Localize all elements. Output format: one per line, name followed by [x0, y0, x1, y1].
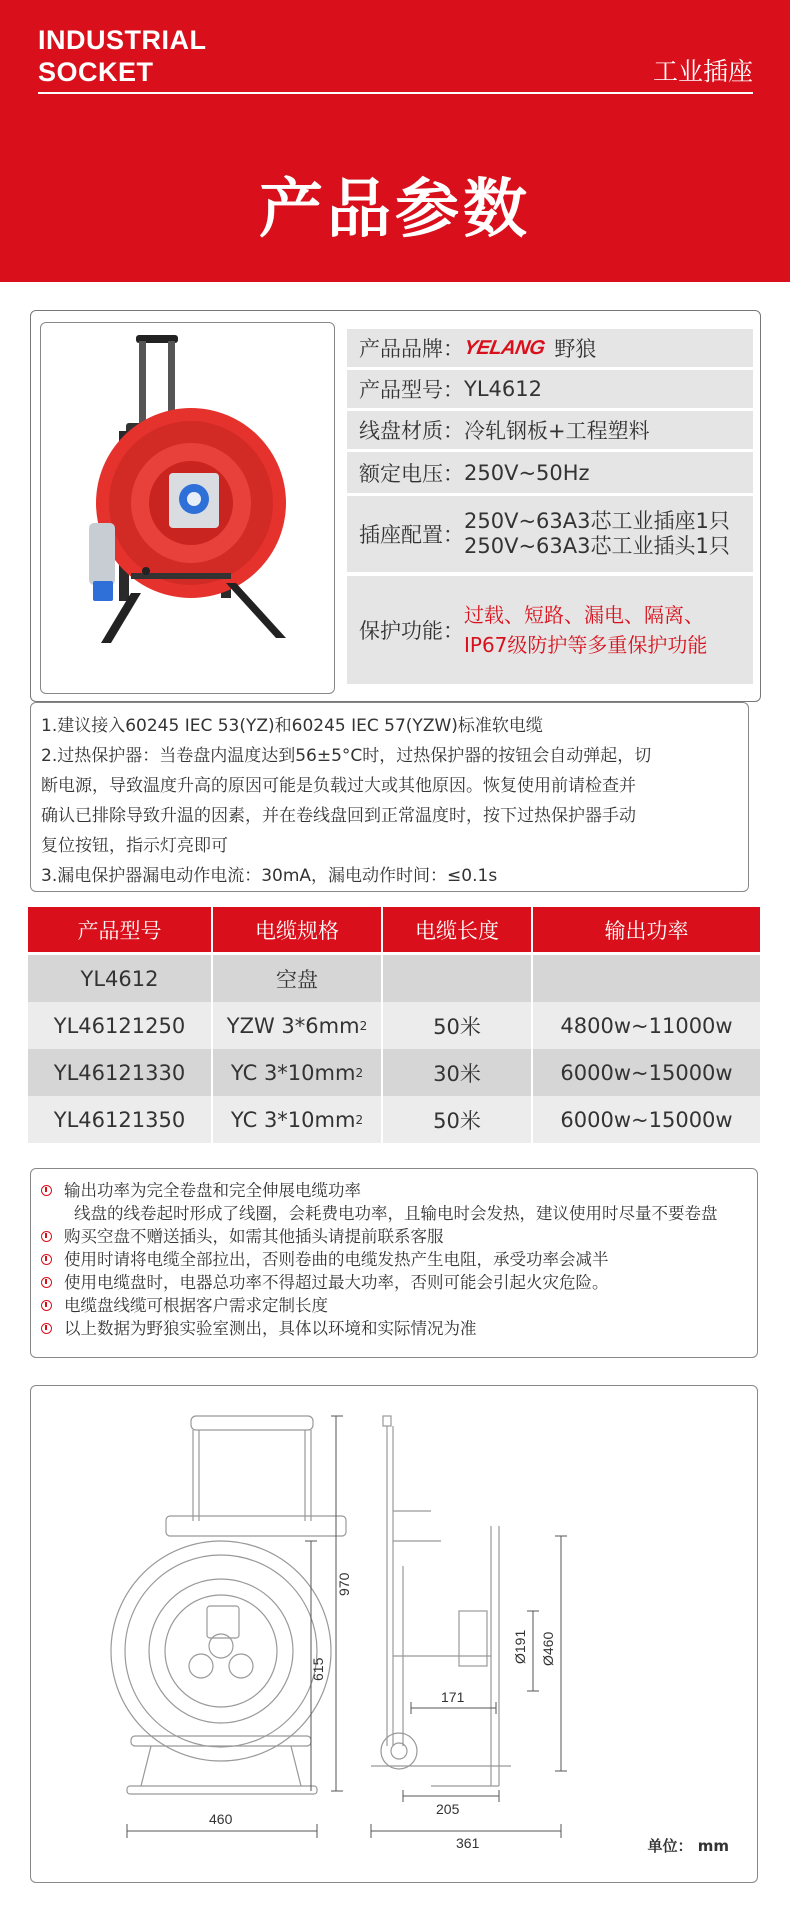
list-item-text: 线盘的线卷起时形成了线圈，会耗费电功率，且输电时会发热，建议使用时尽量不要卷盘: [74, 1204, 718, 1223]
list-item: [41, 1225, 747, 1248]
cell-length: 30米: [383, 1049, 533, 1096]
table-row: [28, 955, 760, 1002]
table-row: [28, 1096, 760, 1143]
spec-row-socket: [347, 496, 753, 572]
note-line: 复位按钮，指示灯亮即可: [41, 836, 228, 856]
list-item: [41, 1317, 747, 1340]
dim-171: 171: [441, 1689, 465, 1705]
list-item: [41, 1202, 747, 1225]
dim-460-width: 460: [209, 1811, 233, 1827]
spec-brand-value: 野狼: [554, 337, 597, 361]
list-item-text: 以上数据为野狼实验室测出，具体以环境和实际情况为准: [64, 1319, 477, 1338]
list-item: [41, 1248, 747, 1271]
cell-power: [533, 955, 760, 1002]
dim-361: 361: [456, 1835, 480, 1851]
spec-material-label: 线盘材质：: [359, 419, 464, 443]
cell-length: 50米: [383, 1002, 533, 1049]
dim-970: 970: [336, 1572, 352, 1596]
table-row: [28, 1049, 760, 1096]
table-row: [28, 1002, 760, 1049]
technical-drawing: [31, 1386, 759, 1884]
spec-protection-value: [464, 600, 707, 660]
cell-spec-sup: 2: [355, 1112, 364, 1127]
spec-socket-line1: 250V~63A3芯工业插座1只: [464, 509, 730, 533]
cell-model: YL46121330: [28, 1049, 213, 1096]
warning-icon: [41, 1323, 52, 1334]
cell-power: 6000w~15000w: [560, 1107, 733, 1132]
list-item-text: 使用电缆盘时，电器总功率不得超过最大功率，否则可能会引起火灾危险。: [64, 1273, 609, 1292]
model-table: [28, 907, 760, 1143]
cable-reel-illustration: [41, 323, 335, 694]
spec-voltage-label: 额定电压：: [359, 461, 464, 486]
spec-row-material: [347, 411, 753, 449]
spec-protection-line2: IP67级防护等多重保护功能: [464, 633, 708, 657]
spec-brand-label: 产品品牌：: [359, 337, 464, 361]
spec-row-voltage: [347, 452, 753, 493]
note-line: 确认已排除导致升温的因素，并在卷线盘回到正常温度时，按下过热保护器手动: [41, 806, 636, 826]
cell-spec-sup: 2: [359, 1018, 368, 1033]
cell-power: 4800w~11000w: [560, 1013, 733, 1038]
spec-row-model: [347, 370, 753, 408]
list-item: [41, 1294, 747, 1317]
header-banner: [0, 0, 790, 282]
table-header-row: [28, 907, 760, 952]
cell-length: 50米: [383, 1096, 533, 1143]
cell-spec-text: YC 3*10mm: [230, 1060, 356, 1085]
installation-notes: [30, 702, 749, 892]
header-english-title: [38, 24, 207, 88]
cell-length: [383, 955, 533, 1002]
warning-icon: [41, 1300, 52, 1311]
list-item-text: 电缆盘线缆可根据客户需求定制长度: [64, 1296, 328, 1315]
cell-spec-sup: 2: [355, 1065, 364, 1080]
spec-socket-value: [464, 509, 730, 559]
table-header-power: 输出功率: [604, 918, 689, 943]
list-item: [41, 1179, 747, 1202]
dim-460-diameter: Ø460: [540, 1631, 556, 1666]
spec-model-label: 产品型号：: [359, 378, 464, 402]
spec-material-value: 冷轧钢板+工程塑料: [464, 419, 650, 443]
dimension-drawing: [30, 1385, 758, 1883]
spec-protection-line1: 过载、短路、漏电、隔离、: [464, 603, 704, 627]
list-item-text: 输出功率为完全卷盘和完全伸展电缆功率: [64, 1181, 361, 1200]
spec-row-protection: [347, 576, 753, 684]
usage-notes: [30, 1168, 758, 1358]
table-header-length: 电缆长度: [383, 907, 533, 952]
cell-model: YL4612: [28, 955, 213, 1002]
cell-spec-text: YC 3*10mm: [230, 1107, 356, 1132]
list-item-text: 购买空盘不赠送插头，如需其他插头请提前联系客服: [64, 1227, 444, 1246]
cell-model: YL46121350: [28, 1096, 213, 1143]
header-category: 工业插座: [652, 57, 753, 86]
spec-voltage-value: 250V~50Hz: [464, 460, 590, 485]
note-line: 3.漏电保护器漏电动作电流：30mA，漏电动作时间：≤0.1s: [41, 866, 498, 886]
list-item: [41, 1271, 747, 1294]
warning-icon: [41, 1231, 52, 1242]
header-en-line1: INDUSTRIAL: [38, 25, 207, 55]
note-line: 1.建议接入60245 IEC 53(YZ)和60245 IEC 57(YZW)标准软电缆: [41, 716, 543, 736]
cell-spec: [213, 1049, 383, 1096]
cell-spec: 空盘: [213, 955, 383, 1002]
table-header-spec: 电缆规格: [213, 907, 383, 952]
header-en-line2: SOCKET: [38, 57, 154, 87]
cell-model: YL46121250: [28, 1002, 213, 1049]
note-line: 2.过热保护器：当卷盘内温度达到56±5°C时，过热保护器的按钮会自动弹起，切: [41, 746, 652, 766]
warning-icon: [41, 1185, 52, 1196]
note-line: 断电源，导致温度升高的原因可能是负载过大或其他原因。恢复使用前请检查并: [41, 776, 636, 796]
unit-label: 单位： mm: [647, 1837, 729, 1855]
warning-icon: [41, 1277, 52, 1288]
dim-205: 205: [436, 1801, 460, 1817]
spec-model-value: YL4612: [464, 377, 542, 401]
spec-socket-label: 插座配置：: [359, 523, 464, 547]
list-item-text: 使用时请将电缆全部拉出，否则卷曲的电缆发热产生电阻，承受功率会减半: [64, 1250, 609, 1269]
cell-spec: [213, 1002, 383, 1049]
cell-power: 6000w~15000w: [560, 1060, 733, 1085]
page-title: 产品参数: [259, 173, 531, 247]
product-photo: [40, 322, 335, 694]
brand-logo: YELANG: [462, 336, 547, 359]
dim-191: Ø191: [512, 1629, 528, 1664]
spec-socket-line2: 250V~63A3芯工业插头1只: [464, 534, 730, 558]
cell-spec-text: YZW 3*6mm: [226, 1013, 360, 1038]
header-divider: [38, 92, 753, 94]
spec-row-brand: [347, 329, 753, 367]
warning-icon: [41, 1254, 52, 1265]
spec-protection-label: 保护功能：: [359, 619, 464, 643]
table-header-model: 产品型号: [28, 907, 213, 952]
dim-615: 615: [310, 1657, 326, 1681]
cell-spec: [213, 1096, 383, 1143]
